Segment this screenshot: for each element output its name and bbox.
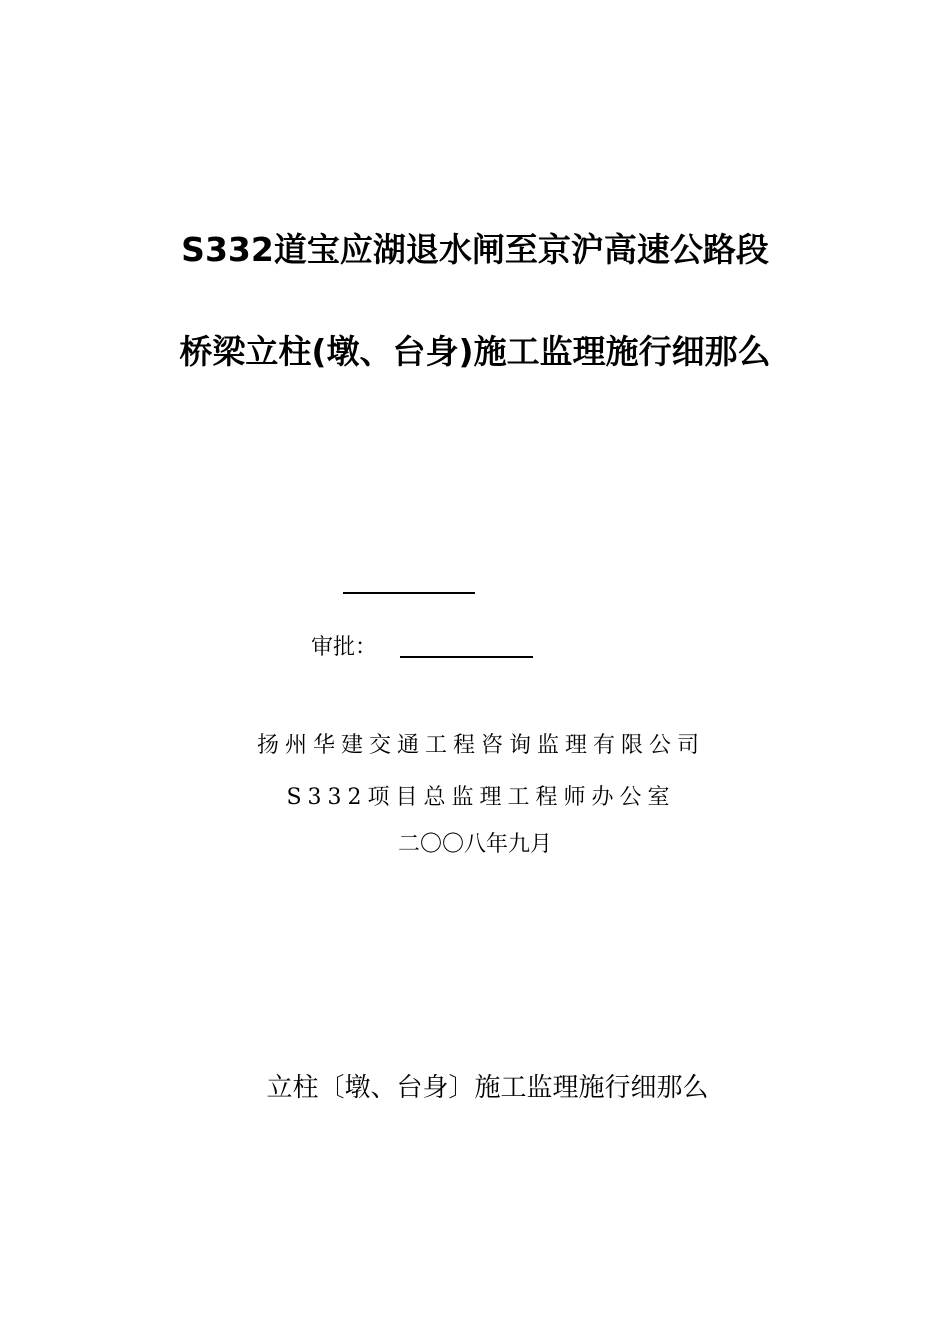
signature-blank-line bbox=[343, 592, 475, 594]
document-date: 二〇〇八年九月 bbox=[397, 832, 552, 857]
section-heading: 立柱〔墩、台身〕施工监理施行细那么 bbox=[266, 1073, 709, 1103]
office-name: S332项目总监理工程师办公室 bbox=[286, 785, 676, 810]
document-title-line-2: 桥梁立柱(墩、台身)施工监理施行细那么 bbox=[179, 332, 771, 371]
approval-row bbox=[311, 633, 377, 663]
approval-label: 审批： bbox=[311, 635, 378, 660]
approval-signature-line bbox=[400, 656, 533, 658]
organization-name: 扬州华建交通工程咨询监理有限公司 bbox=[256, 733, 705, 758]
document-title-line-1: S332道宝应湖退水闸至京沪高速公路段 bbox=[181, 230, 769, 269]
